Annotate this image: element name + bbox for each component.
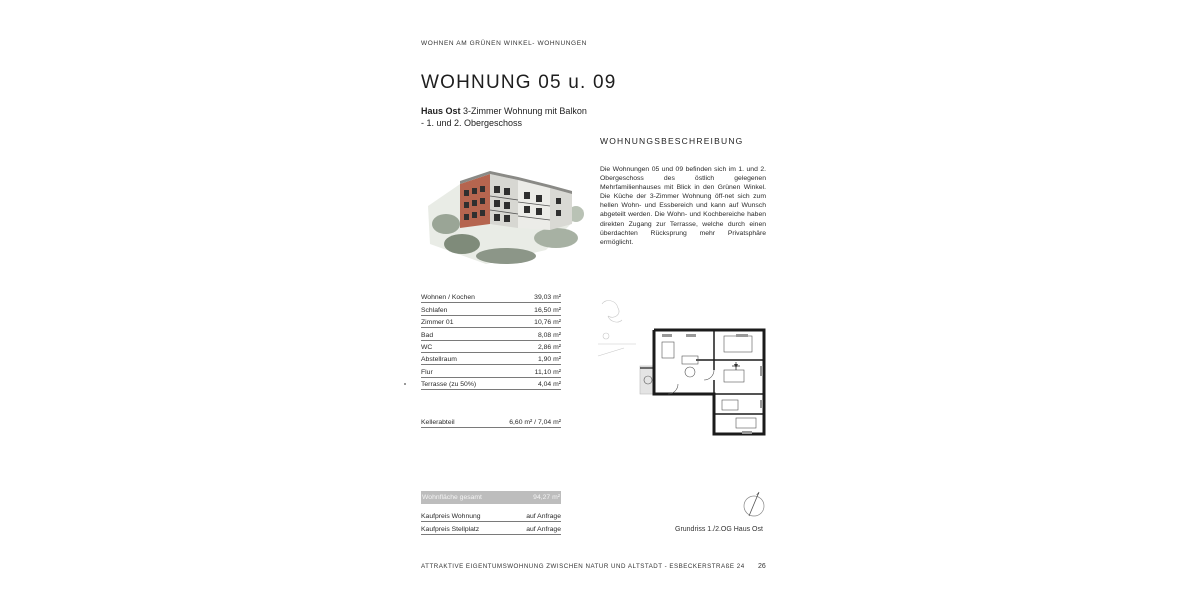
cellar-value: 6,60 m² / 7,04 m² xyxy=(509,419,561,426)
room-label: Terrasse (zu 50%) xyxy=(421,381,477,389)
table-row xyxy=(421,303,561,315)
table-row xyxy=(421,353,561,365)
total-area-row xyxy=(421,491,561,504)
table-row xyxy=(421,341,561,353)
description-text: Die Wohnungen 05 und 09 befinden sich im 1. und 2. Obergeschoss des östlich gelegenen Mehrfamilienhauses mit Blick in den Grünen Winkel. Die Küche der 3-Zimmer Wohnung öff-net sich zum hellen Wohn- und Essbereich und kann auf Wunsch abgeteilt werden. Die Wohn- und Kochbereiche haben direkten Zugang zur Terrasse, welche durch einen überdachten Rücksprung mehr Privatsphäre ermöglicht. xyxy=(600,166,766,246)
room-label: Abstellraum xyxy=(421,356,457,364)
room-size: 8,08 m² xyxy=(537,331,561,339)
project-header: WOHNEN AM GRÜNEN WINKEL- WOHNUNGEN xyxy=(421,40,587,47)
building-render-image xyxy=(426,158,586,266)
table-row xyxy=(421,328,561,340)
total-value: 94,27 m² xyxy=(533,494,560,501)
cellar-label: Kellerabteil xyxy=(421,419,455,426)
total-label: Wohnfläche gesamt xyxy=(422,494,482,501)
table-row xyxy=(421,522,561,534)
area-table xyxy=(421,291,561,390)
room-size: 16,50 m² xyxy=(534,306,561,314)
price-value: auf Anfrage xyxy=(526,513,561,521)
page-number: 26 xyxy=(758,563,766,570)
table-row xyxy=(421,365,561,377)
room-size: 11,10 m² xyxy=(534,368,561,376)
room-size: 2,86 m² xyxy=(537,343,561,351)
room-size: 10,76 m² xyxy=(534,319,561,327)
room-size: 39,03 m² xyxy=(534,294,561,302)
price-value: auf Anfrage xyxy=(526,525,561,533)
room-size: 1,90 m² xyxy=(537,356,561,364)
apartment-type: 3-Zimmer Wohnung mit Balkon - 1. und 2. Obergeschoss xyxy=(421,106,587,128)
room-label: WC xyxy=(421,343,433,351)
room-label: Wohnen / Kochen xyxy=(421,294,475,302)
table-row xyxy=(421,510,561,522)
footer-text: ATTRAKTIVE EIGENTUMSWOHNUNG ZWISCHEN NATUR UND ALTSTADT - ESBECKERSTRAßE 24 xyxy=(421,563,745,570)
table-row xyxy=(421,378,561,390)
table-row xyxy=(421,291,561,303)
price-label: Kaufpreis Wohnung xyxy=(421,513,481,521)
room-label: Flur xyxy=(421,368,433,376)
room-label: Schlafen xyxy=(421,306,448,314)
price-label: Kaufpreis Stellplatz xyxy=(421,525,480,533)
apartment-subtitle xyxy=(421,105,591,129)
north-arrow-icon xyxy=(740,488,768,520)
room-size: 4,04 m² xyxy=(537,381,561,389)
room-label: Zimmer 01 xyxy=(421,319,454,327)
description-heading: WOHNUNGSBESCHREIBUNG xyxy=(600,136,744,146)
page-title: WOHNUNG 05 u. 09 xyxy=(421,72,617,93)
plan-caption: Grundriss 1./2.OG Haus Ost xyxy=(675,526,763,533)
price-table xyxy=(421,510,561,535)
floor-plan-drawing xyxy=(596,296,768,438)
scan-dot xyxy=(404,383,406,385)
cellar-row xyxy=(421,416,561,428)
table-row xyxy=(421,316,561,328)
room-label: Bad xyxy=(421,331,434,339)
house-label: Haus Ost xyxy=(421,106,461,116)
